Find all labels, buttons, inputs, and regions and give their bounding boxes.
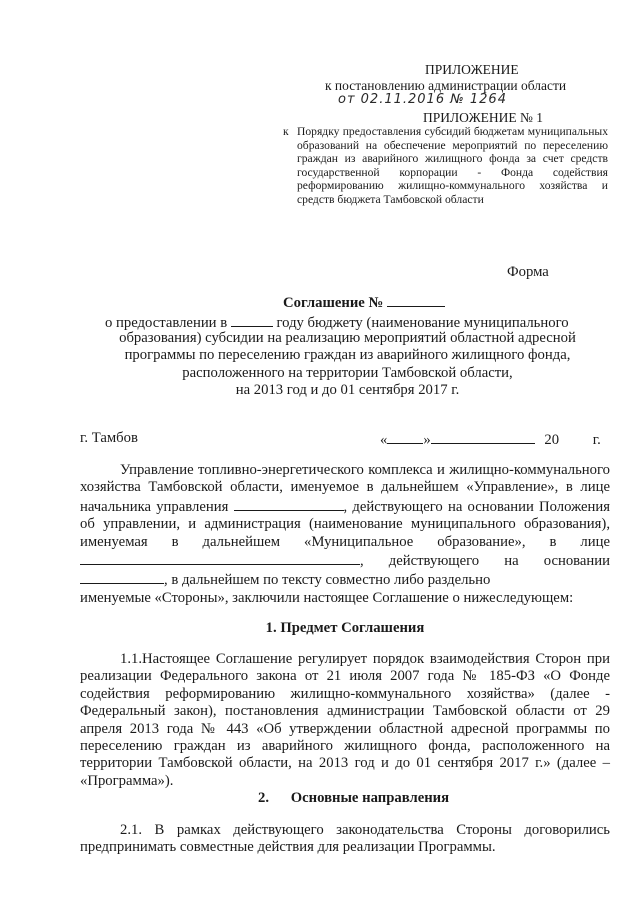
- section2-number: 2.: [258, 790, 270, 806]
- agreement-subtitle-line3: программы по переселению граждан из аварийного жилищного фонда,: [124, 347, 571, 363]
- section2-text: 2.1. В рамках действующего законодательства Стороны договорились предпринимать совместные действия для реализации Программы.: [80, 822, 610, 856]
- intro-paragraph: [80, 462, 610, 607]
- intro-part3b: , в дальнейшем по тексту совместно либо раздельно: [164, 572, 491, 589]
- subtitle-part2: году бюджету (наименование муниципального: [276, 315, 569, 331]
- city: г. Тамбов: [80, 430, 138, 446]
- intro-part2: на основании Положения об управлении, и администрация (наименование муниципального образования), именуемая в дальнейшем «Муниципальное образование», в лице: [80, 498, 611, 550]
- section2-title: Основные направления: [290, 790, 450, 806]
- agreement-title-text: Соглашение №: [283, 295, 384, 311]
- agreement-number-blank: [387, 293, 445, 307]
- intro-part1b: , действующего: [343, 498, 443, 515]
- agreement-subtitle-line2: образования) субсидии на реализацию мероприятий областной адресной: [119, 330, 576, 346]
- basis-blank: [80, 570, 164, 584]
- order-prefix: к: [283, 125, 289, 138]
- section1-heading: 1. Предмет Соглашения: [265, 620, 425, 636]
- year-prefix: 20: [544, 432, 560, 448]
- quote-open: «: [380, 432, 388, 448]
- agreement-title: [283, 293, 445, 312]
- year-suffix: г.: [592, 432, 601, 448]
- handwritten-date: от 02.11.2016 № 1264: [338, 92, 507, 107]
- decree-line: к постановлению администрации области: [325, 78, 567, 93]
- quote-close: »: [423, 432, 431, 448]
- form-label: Форма: [507, 264, 549, 280]
- year-blank: [231, 313, 273, 327]
- intro-part3a: на основании: [504, 553, 611, 570]
- intro-closing: именуемые «Стороны», заключили настоящее Соглашение о нижеследующем:: [80, 589, 574, 606]
- subtitle-part1: о предоставлении в: [105, 315, 228, 331]
- intro-part1: Управление топливно-энергетического комплекса и жилищно-коммунального хозяйства Тамбовской области, именуемое в дальнейшем «Управление», в лице начальника управления: [80, 462, 610, 515]
- section2-heading: [258, 790, 449, 807]
- order-text: Порядку предоставления субсидий бюджетам муниципальных образований на обеспечение мероприятий по переселению граждан из аварийного жилищного фонда за счет средств государственной корпорации - Фонда содействия реформированию жилищно-коммунального хозяйства и средств бюджета Тамбовской области: [297, 125, 608, 206]
- section1-text: 1.1.Настоящее Соглашение регулирует порядок взаимодействия Сторон при реализации Федерального закона от 21 июля 2007 года № 185-ФЗ «О Фонде содействия реформированию жилищно-коммунального хозяйства» (далее - Федеральный закон), постановления администрации Тамбовской области от 29 апреля 2013 года № 443 «Об утверждении областной адресной программы по переселению граждан из аварийного жилищного фонда, расположенного на территории Тамбовской области, на 2013 год и до 01 сентября 2017 г.» (далее – «Программа»).: [80, 651, 610, 789]
- representative-blank: [80, 551, 360, 565]
- date-field: [380, 430, 601, 449]
- intro-part2b: , действующего: [360, 553, 480, 570]
- agreement-subtitle-line4: расположенного на территории Тамбовской области,: [182, 365, 513, 381]
- appendix-number: ПРИЛОЖЕНИЕ № 1: [423, 110, 544, 125]
- head-name-blank: [234, 497, 344, 511]
- agreement-subtitle-line5: на 2013 год и до 01 сентября 2017 г.: [235, 382, 460, 398]
- appendix-title: ПРИЛОЖЕНИЕ: [425, 62, 519, 77]
- month-blank: [431, 430, 535, 444]
- day-blank: [387, 430, 423, 444]
- order-reference: [283, 125, 608, 207]
